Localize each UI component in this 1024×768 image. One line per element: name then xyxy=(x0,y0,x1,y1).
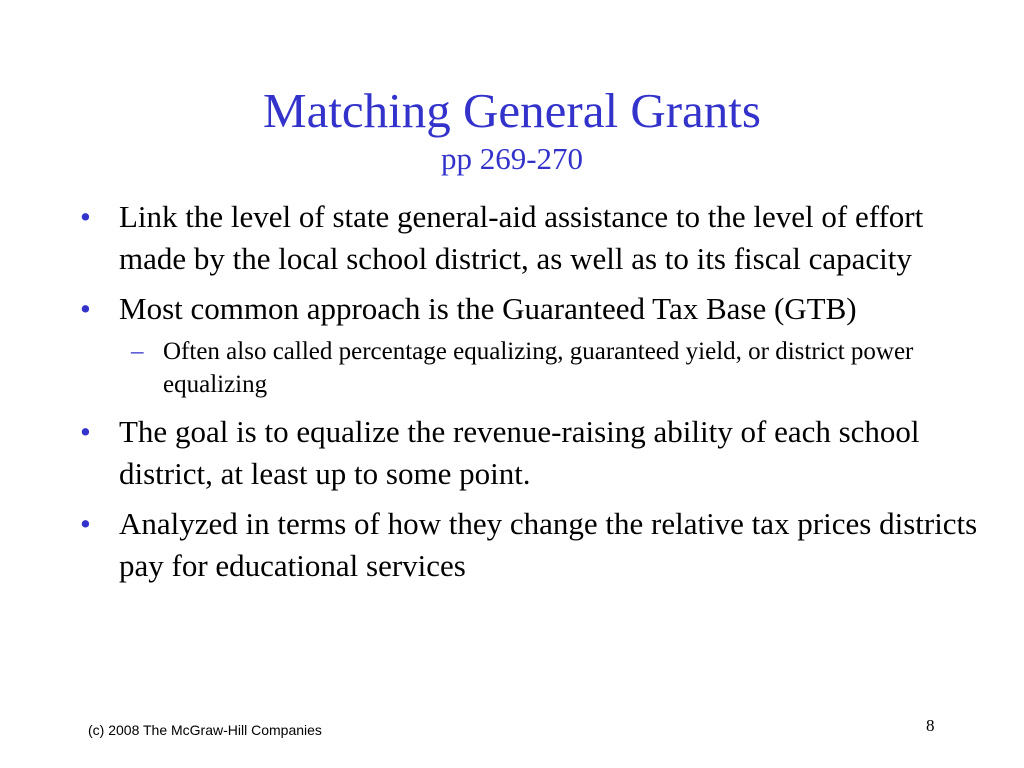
sub-bullet-text: Often also called percentage equalizing, guaranteed yield, or district power equalizing xyxy=(163,338,914,398)
bullet-item xyxy=(80,288,980,330)
bullet-marker: • xyxy=(80,291,91,326)
copyright-footer: (c) 2008 The McGraw-Hill Companies xyxy=(88,722,322,738)
bullet-text: Analyzed in terms of how they change the relative tax prices districts pay for educational services xyxy=(119,506,978,583)
bullet-item xyxy=(80,503,980,587)
bullet-marker: • xyxy=(80,414,91,449)
page-number: 8 xyxy=(926,716,935,735)
bullet-text: Most common approach is the Guaranteed Tax Base (GTB) xyxy=(119,291,857,326)
bullet-item xyxy=(80,196,980,280)
slide-subtitle: pp 269-270 xyxy=(440,141,584,176)
sub-bullet-marker: – xyxy=(131,338,144,365)
bullet-list xyxy=(80,196,980,595)
title-block xyxy=(0,82,1024,178)
bullet-text: The goal is to equalize the revenue-raising ability of each school district, at least up to some point. xyxy=(119,414,920,491)
bullet-text: Link the level of state general-aid assistance to the level of effort made by the local school district, as well as to its fiscal capacity xyxy=(119,199,924,276)
sub-bullet-item xyxy=(80,335,980,401)
bullet-marker: • xyxy=(80,506,91,541)
bullet-item xyxy=(80,411,980,495)
slide-title: Matching General Grants xyxy=(263,83,761,138)
bullet-marker: • xyxy=(80,199,91,234)
